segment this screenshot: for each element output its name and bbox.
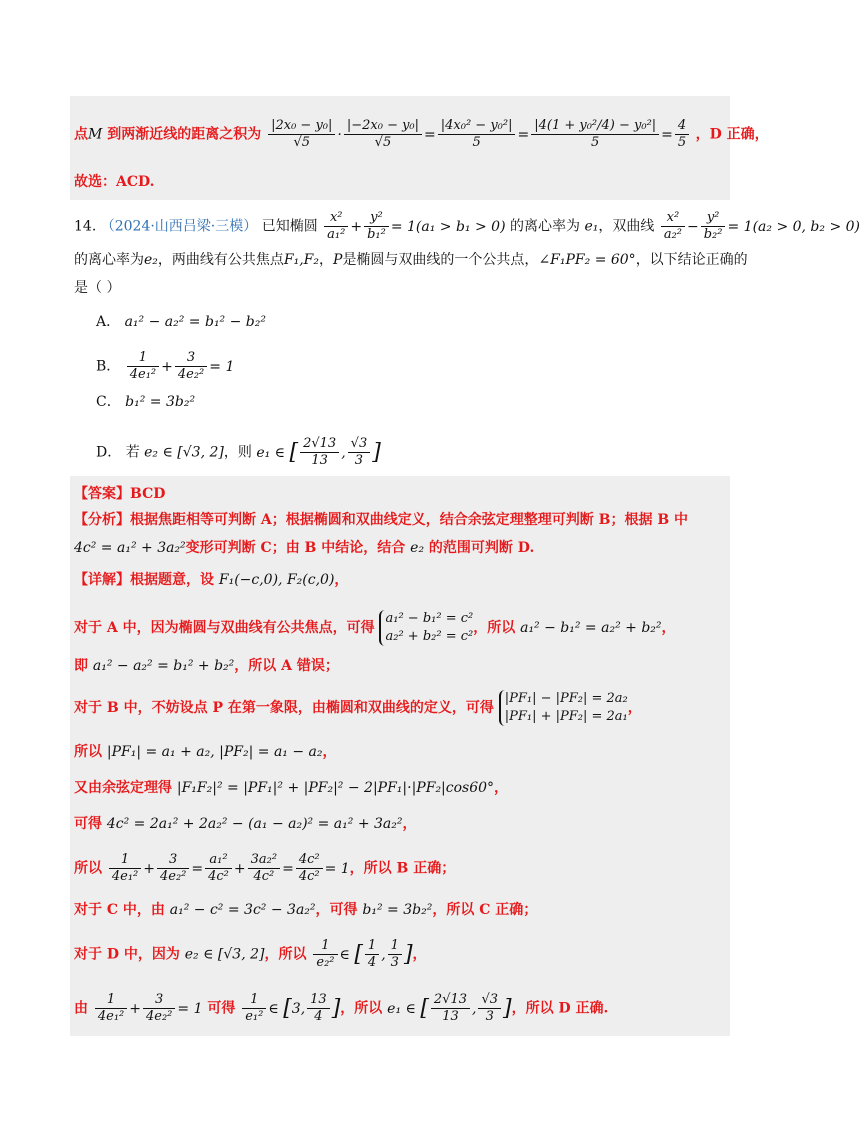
top-choice: 故选：ACD. [74,174,155,190]
question-stem-2: 的离心率为e₂，两曲线有公共焦点F₁,F₂，P是椭圆与双曲线的一个公共点，∠F₁PF₂ = 60°，以下结论正确的 [74,252,748,268]
detail-b-4: 可得 4c² = 2a₁² + 2a₂² − (a₁ − a₂)² = a₁² + 3a₂²， [74,816,417,832]
option-d [96,436,381,469]
option-a-text: a₁² − a₂² = b₁² − b₂² [124,314,266,330]
answer-line: 【答案】BCD [74,486,166,502]
detail-b-2: 所以 |PF₁| = a₁ + a₂, |PF₂| = a₁ − a₂， [74,744,337,760]
question-stem-1: 已知椭圆 $\frac{\text{x²}}{\text{a₁²}}$ + $\frac{\text{y²}}{\text{b₁²}}$ = 1(a₁ > b₁ > 0) 的离心率为 e₁，双曲线 $\frac{\text{x²}}{\text{a₂²}}$ − $\frac{\text{y²}}{\text{b₂²}}$ = 1(a₂ > 0, b₂ > 0) [261,210,860,242]
detail-a-2: 即 a₁² − a₂² = b₁² + b₂²，所以 A 错误； [74,658,339,674]
option-d-label: D． [96,444,122,461]
distance-product-prefix: 点M 到两渐近线的距离之积为 [74,126,262,143]
option-a-label: A． [96,314,121,330]
question-stem-3: 是（ ） [74,280,121,296]
option-b-text: $\frac{1}{\text{4e₁²}}$ + $\frac{3}{\text{4e₂²}}$ = 1 [125,359,235,375]
distance-product-line [74,118,769,151]
analysis-line-2: 4c² = a₁² + 3a₂²变形可判断 C；由 B 中结论，结合 e₂ 的范围可判断 D. [74,540,535,556]
detail-c-1: 对于 C 中，由 a₁² − c² = 3c² − 3a₂²，可得 b₁² = 3b₂²，所以 C 正确； [74,902,538,918]
analysis-line-1: 【分析】根据焦距相等可判断 A；根据椭圆和双曲线定义，结合余弦定理整理可判断 B；根据 B 中 [74,512,689,528]
option-b [96,350,234,383]
detail-b-5: 所以 $\frac{1}{\text{4e₁²}}$ + $\frac{3}{\text{4e₂²}}$ = $\frac{\text{a₁²}}{\text{4c²}}$ + $\frac{\text{3a₂²}}{\text{4c²}}$ = $\frac{\text{4c²}}{\text{4c²}}$ = 1，所以 B 正确； [74,852,456,884]
question-number: 14. [74,218,97,235]
option-c-label: C． [96,394,121,410]
option-b-label: B． [96,358,121,375]
detail-line-1: 【详解】根据题意，设 F₁(−c,0), F₂(c,0)， [74,572,349,588]
detail-d-1: 对于 D 中，因为 e₂ ∈ [√3, 2]，所以 $\frac{1}{\text{e₂²}}$ ∈ [ $\frac{1}{4}$ , $\frac{1}{3}$ ]， [74,938,427,970]
option-d-text: 若 e₂ ∈ [√3, 2]，则 e₁ ∈ [ $\frac{2√13}{13}$ , $\frac{√3}{3}$ ] [125,436,381,468]
option-a [96,312,266,332]
detail-d-2: 由 $\frac{1}{\text{4e₁²}}$ + $\frac{3}{\text{4e₂²}}$ = 1 可得 $\frac{1}{\text{e₁²}}$ ∈ [3, $\frac{13}{4}$ ]，所以 e₁ ∈ [ $\frac{2√13}{13}$ , $\frac{√3}{3}$ ]，所以 D 正确. [74,992,609,1024]
distance-product-expr: $\frac{\text{|2x₀ − y₀|}}{√5}$ · $\frac{\text{|−2x₀ − y₀|}}{√5}$ = $\frac{\text{|4x₀² − y₀²|}}{5}$ = $\frac{\text{|4(1 + y₀²/4) − y₀²|}}{5}$ = $\frac{4}{5}$ [266,127,696,143]
question-line-1 [74,210,860,243]
detail-b-3: 又由余弦定理得 |F₁F₂|² = |PF₁|² + |PF₂|² − 2|PF₁|·|PF₂|cos60°， [74,780,509,796]
detail-a-1: 对于 A 中，因为椭圆与双曲线有公共焦点，可得 a₁² − b₁² = c² a₂² + b₂² = c² ，所以 a₁² − b₁² = a₂² + b₂²， [74,611,676,644]
detail-b-1: 对于 B 中，不妨设点 P 在第一象限，由椭圆和双曲线的定义，可得 |PF₁| − |PF₂| = 2a₂ |PF₁| + |PF₂| = 2a₁ ， [74,691,642,724]
option-c-text: b₁² = 3b₂² [125,394,196,410]
option-c [96,392,195,412]
question-source: （2024·山西吕梁·三模） [100,218,258,235]
distance-product-suffix: ，D 正确， [695,126,769,143]
